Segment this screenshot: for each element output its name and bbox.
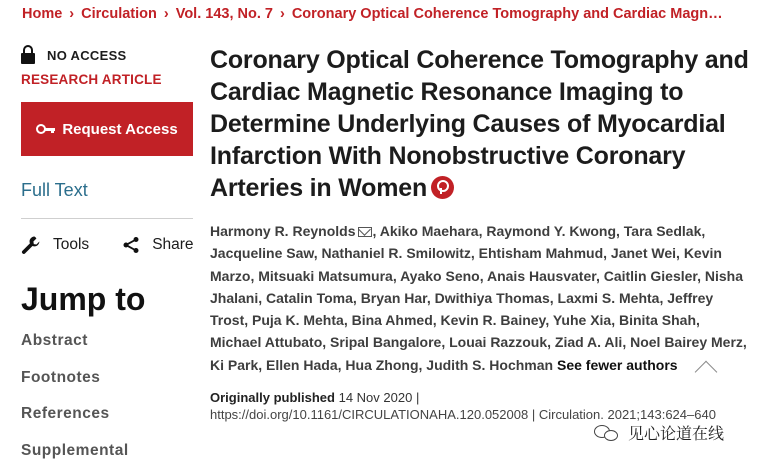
sidebar (21, 44, 193, 464)
jump-item-footnotes[interactable]: Footnotes (21, 368, 101, 386)
author-link[interactable]: Laxmi S. Mehta (557, 289, 660, 306)
see-fewer-authors-button[interactable]: See fewer authors (556, 356, 678, 373)
author-link[interactable]: Sripal Bangalore (330, 334, 442, 351)
jump-item-supplemental[interactable]: Supplemental (21, 441, 129, 459)
pipe-separator: | (415, 389, 420, 405)
author-link[interactable]: Ayako Seno (400, 267, 480, 284)
author-list: Harmony R. Reynolds , Akiko Maehara, Raymond Y. Kwong, Tara Sedlak, Jacqueline Saw, Nathaniel R. Smilowitz, Ehtisham Mahmud, Janet Wei, Kevin Marzo, Mitsuaki Matsumura, Ayako Seno, Anais Hausvater, Caitlin Giesler, Nisha Jhalani, Catalin Toma, Bryan Har, Dwithiya Thomas, Laxmi S. Mehta, Jeffrey Trost, Puja K. Mehta, Bina Ahmed, Kevin R. Bainey, Yuhe Xia, Binita Shah, Michael Attubato, Sripal Bangalore, Louai Razzouk, Ziad A. Ali, Noel Bairey Merz, Ki Park, Ellen Hada, Hua Zhong, Judith S. Hochman See fewer authors (210, 220, 750, 380)
author-link[interactable]: Mitsuaki Matsumura (258, 267, 393, 284)
author-link[interactable]: Nathaniel R. Smilowitz (321, 245, 471, 262)
author-link[interactable]: Binita Shah (618, 312, 696, 329)
doi-line (210, 407, 750, 422)
author-link[interactable]: Ziad A. Ali (554, 334, 623, 351)
published-date: 14 Nov 2020 (338, 389, 413, 405)
breadcrumb-journal[interactable]: Circulation (81, 6, 157, 22)
author-link[interactable]: Noel Bairey Merz (630, 334, 743, 351)
wechat-icon (594, 423, 620, 443)
citation: Circulation. 2021;143:624–640 (538, 406, 716, 422)
author-link[interactable]: Anais Hausvater (486, 267, 596, 284)
author-link[interactable]: Yuhe Xia (552, 312, 612, 329)
jump-item-abstract[interactable]: Abstract (21, 332, 88, 349)
author-link[interactable]: Kevin Marzo (210, 245, 722, 284)
share-icon (122, 236, 140, 254)
share-button[interactable] (122, 236, 193, 254)
jump-to-list (21, 330, 193, 464)
author-link[interactable]: Jacqueline Saw (210, 245, 314, 262)
author-link[interactable]: Dwithiya Thomas (434, 289, 550, 306)
article-type: RESEARCH ARTICLE (21, 72, 162, 87)
doi-link[interactable]: https://doi.org/10.1161/CIRCULATIONAHA.120.052008 (210, 406, 529, 422)
author-link[interactable]: Ehtisham Mahmud (478, 245, 604, 262)
access-status (21, 44, 193, 66)
article-title-text: Coronary Optical Coherence Tomography and Cardiac Magnetic Resonance Imaging to Determine Underlying Causes of Myocardial Infarction With Nonobstructive Coronary Arteries in Women (210, 46, 749, 202)
breadcrumb-separator: › (163, 6, 169, 22)
breadcrumb-current: Coronary Optical Coherence Tomography and Cardiac Magn… (291, 6, 723, 22)
author-link[interactable]: Michael Attubato (210, 334, 323, 351)
chevron-up-icon[interactable] (694, 360, 717, 383)
author-link[interactable]: Ki Park (210, 356, 259, 373)
mail-icon[interactable] (358, 227, 372, 237)
author-link[interactable]: Louai Razzouk (449, 334, 548, 351)
author-link[interactable]: Jeffrey Trost (210, 289, 714, 329)
lock-icon (21, 45, 35, 65)
author-link[interactable]: Caitlin Giesler (603, 267, 698, 284)
author-link[interactable]: Raymond Y. Kwong (486, 223, 617, 239)
author-link[interactable]: Bryan Har (360, 289, 427, 306)
author-link[interactable]: Akiko Maehara (379, 223, 479, 239)
article-title (210, 44, 750, 204)
request-access-button[interactable] (21, 102, 193, 156)
access-label: NO ACCESS (47, 47, 127, 63)
divider (21, 218, 193, 219)
author-link[interactable]: Ellen Hada (266, 356, 338, 373)
author-link[interactable]: Harmony R. Reynolds (210, 223, 356, 239)
pipe-separator: | (531, 406, 536, 422)
author-link[interactable]: Janet Wei (610, 245, 677, 262)
watermark-text: 见心论道在线 (628, 426, 725, 443)
breadcrumb-separator: › (69, 6, 75, 22)
tools-row (21, 233, 193, 257)
published-label: Originally published (210, 389, 335, 405)
breadcrumb-separator: › (279, 6, 285, 22)
author-link[interactable]: Hua Zhong (345, 356, 419, 373)
wrench-icon (21, 235, 41, 255)
key-icon (36, 123, 56, 135)
author-link[interactable]: Tara Sedlak (623, 223, 702, 239)
article-header (210, 44, 750, 422)
author-link[interactable]: Puja K. Mehta (252, 312, 344, 329)
open-access-icon (431, 176, 454, 199)
breadcrumb-home[interactable]: Home (22, 6, 63, 22)
author-link[interactable]: Judith S. Hochman (426, 356, 554, 373)
author-link[interactable]: Nisha Jhalani (210, 267, 743, 306)
tools-button[interactable] (21, 235, 89, 255)
request-access-label: Request Access (62, 120, 178, 138)
jump-item-references[interactable]: References (21, 405, 110, 422)
wechat-watermark (594, 421, 724, 444)
author-link[interactable]: Catalin Toma (266, 289, 353, 306)
publication-info (210, 390, 750, 405)
breadcrumb-issue[interactable]: Vol. 143, No. 7 (175, 6, 273, 22)
breadcrumb (0, 0, 758, 28)
share-label: Share (152, 236, 194, 253)
jump-to-heading: Jump to (21, 281, 146, 317)
author-link[interactable]: Bina Ahmed (351, 312, 433, 329)
tools-label: Tools (53, 236, 90, 253)
full-text-link[interactable]: Full Text (21, 180, 88, 200)
author-link[interactable]: Kevin R. Bainey (440, 312, 546, 329)
